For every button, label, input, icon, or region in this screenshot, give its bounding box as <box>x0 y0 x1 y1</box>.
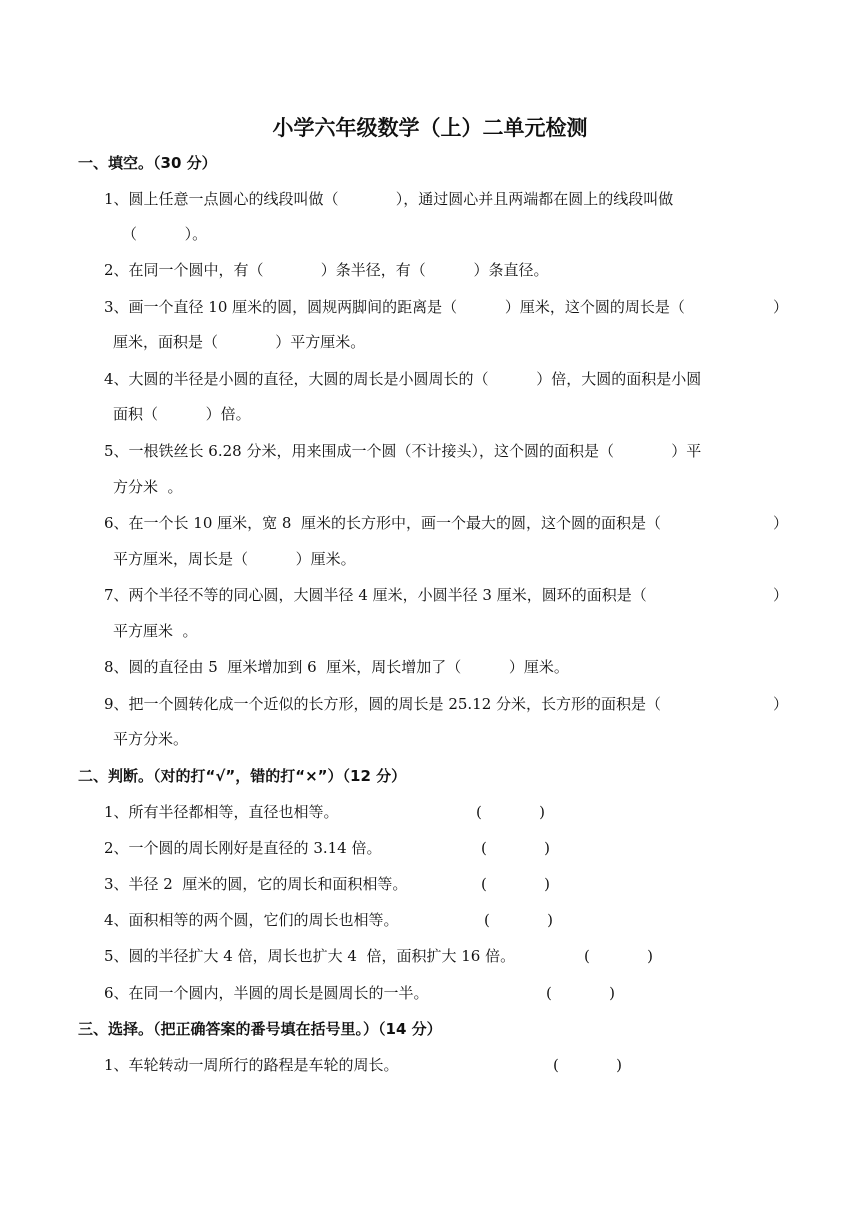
judgment-item: 4、面积相等的两个圆，它们的周长也相等。 <box>104 911 399 929</box>
question-line: 厘米，面积是（ ）平方厘米。 <box>113 333 366 351</box>
judgment-item: 3、半径 2 厘米的圆，它的周长和面积相等。 <box>104 875 408 893</box>
question-line: 6、在一个长 10 厘米，宽 8 厘米的长方形中，画一个最大的圆，这个圆的面积是（ <box>104 514 662 532</box>
question-line: 平方分米。 <box>113 730 189 748</box>
question-line: 5、一根铁丝长 6.28 分米，用来围成一个圆（不计接头），这个圆的面积是（ ）平 <box>104 442 702 460</box>
question-line: 平方厘米 。 <box>113 622 198 640</box>
question-line: 3、画一个直径 10 厘米的圆，圆规两脚间的距离是（ ）厘米，这个圆的周长是（ <box>104 298 685 316</box>
question-line: 平方厘米，周长是（ ）厘米。 <box>113 550 356 568</box>
question-line: 2、在同一个圆中，有（ ）条半径，有（ ）条直径。 <box>104 261 549 279</box>
question-line: 9、把一个圆转化成一个近似的长方形，圆的周长是 25.12 分米，长方形的面积是（ <box>104 695 662 713</box>
question-line: 面积（ ）倍。 <box>113 405 251 423</box>
answer-blank: ( ) <box>546 984 615 1002</box>
judgment-item: 2、一个圆的周长刚好是直径的 3.14 倍。 <box>104 839 382 857</box>
choice-item: 1、车轮转动一周所行的路程是车轮的周长。 <box>104 1056 399 1074</box>
question-paren-close: ） <box>773 298 789 316</box>
judgment-item: 6、在同一个圆内，半圆的周长是圆周长的一半。 <box>104 984 429 1002</box>
judgment-item: 1、所有半径都相等，直径也相等。 <box>104 803 339 821</box>
answer-blank: ( ) <box>484 911 553 929</box>
page-title: 小学六年级数学（上）二单元检测 <box>272 116 588 140</box>
question-line: 8、圆的直径由 5 厘米增加到 6 厘米，周长增加了（ ）厘米。 <box>104 658 569 676</box>
section-heading-fill-in: 一、填空。（30 分） <box>78 154 217 172</box>
question-line: 1、圆上任意一点圆心的线段叫做（ ），通过圆心并且两端都在圆上的线段叫做 <box>104 190 674 208</box>
answer-blank: ( ) <box>481 839 550 857</box>
answer-blank: ( ) <box>553 1056 622 1074</box>
question-line: 4、大圆的半径是小圆的直径，大圆的周长是小圆周长的（ ）倍，大圆的面积是小圆 <box>104 370 702 388</box>
judgment-item: 5、圆的半径扩大 4 倍，周长也扩大 4 倍，面积扩大 16 倍。 <box>104 947 516 965</box>
section-heading-multiple-choice: 三、选择。（把正确答案的番号填在括号里。）（14 分） <box>78 1020 442 1038</box>
question-paren-close: ） <box>773 514 789 532</box>
question-paren-close: ） <box>773 695 789 713</box>
section-heading-true-false: 二、判断。（对的打“√”，错的打“×”）（12 分） <box>78 767 407 785</box>
question-line: 方分米 。 <box>113 478 183 496</box>
question-line: （ ）。 <box>122 225 208 243</box>
question-line: 7、两个半径不等的同心圆，大圆半径 4 厘米，小圆半径 3 厘米，圆环的面积是（ <box>104 586 647 604</box>
answer-blank: ( ) <box>481 875 550 893</box>
answer-blank: ( ) <box>476 803 545 821</box>
question-paren-close: ） <box>773 586 789 604</box>
answer-blank: ( ) <box>584 947 653 965</box>
